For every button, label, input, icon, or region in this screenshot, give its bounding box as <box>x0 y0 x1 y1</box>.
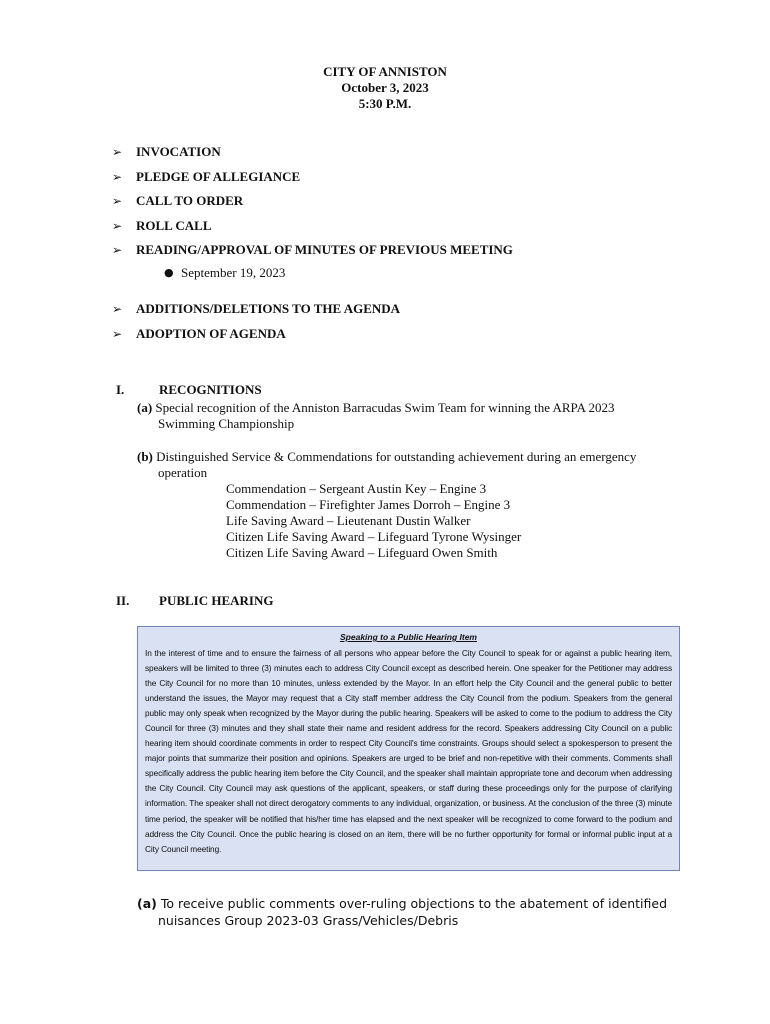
arrow-bullet-icon: ➢ <box>112 194 123 209</box>
recognition-item-b: (b) Distinguished Service & Commendations for outstanding achievement during an emergency operation <box>137 449 637 480</box>
agenda-item-call-to-order: ➢ CALL TO ORDER <box>112 193 244 209</box>
agenda-item-additions: ➢ ADDITIONS/DELETIONS TO THE AGENDA <box>112 300 401 316</box>
public-hearing-notice-box <box>137 626 680 871</box>
meeting-time: 5:30 P.M. <box>358 96 412 111</box>
award-line: Commendation – Sergeant Austin Key – Engine 3 <box>226 481 487 496</box>
arrow-bullet-icon: ➢ <box>112 243 123 258</box>
agenda-item-roll-call: ➢ ROLL CALL <box>112 217 212 233</box>
award-line: Citizen Life Saving Award – Lifeguard Owen Smith <box>226 545 498 560</box>
agenda-item-adoption: ➢ ADOPTION OF AGENDA <box>112 325 286 341</box>
notice-body: In the interest of time and to ensure the fairness of all persons who appear before the City Council to speak for or against a public hearing item, speakers will be limited to three (3) minutes each to address City Council except as described herein. One speaker for the Petitioner may address the City Council for no more than 10 minutes, unless extended by the Mayor. In an effort help the City Council and the general public to better understand the issues, the Mayor may request that a City staff member address the City Council from the podium. Speakers from the general public may only speak when recognized by the Mayor during the public hearing. Speakers will be asked to come to the podium to address the City Council for three (3) minutes and they shall state their name and resident address for the record. Speakers addressing City Council on a public hearing item should coordinate comments in order to respect City Council's time constraints. Groups should select a spokesperson to present the major points that summarize their position and opinions. Speakers are urged to be brief and non-repetitive with their comments. Comments shall specifically address the public hearing item before the City Council, and the speaker shall maintain appropriate tone and decorum when addressing the City Council. City Council may ask questions of the applicant, speakers, or staff during these proceedings only for the purpose of clarifying information. The speaker shall not direct derogatory comments to any individual, organization, or business. At the conclusion of the three (3) minute time period, the speaker will be notified that his/her time has elapsed and the next speaker will be recognized to come forward to the podium and address the City Council. Once the public hearing is closed on an item, there will be no further opportunity for formal or informal public input at a City Council meeting. <box>145 648 672 854</box>
public-hearing-item-a: (a) To receive public comments over-ruling objections to the abatement of identified nuisances Group 2023-03 Grass/Vehicles/Debris <box>137 896 668 928</box>
arrow-bullet-icon: ➢ <box>112 301 123 316</box>
award-line: Citizen Life Saving Award – Lifeguard Tyrone Wysinger <box>226 529 522 544</box>
document-header <box>0 64 770 112</box>
meeting-date: October 3, 2023 <box>341 80 429 95</box>
award-line: Commendation – Firefighter James Dorroh – Engine 3 <box>226 497 511 512</box>
agenda-item-invocation: ➢ INVOCATION <box>112 144 221 159</box>
section-recognitions-heading: I. RECOGNITIONS <box>116 382 262 397</box>
arrow-bullet-icon: ➢ <box>112 218 123 233</box>
opening-agenda-list <box>112 144 513 350</box>
arrow-bullet-icon: ➢ <box>112 169 123 184</box>
agenda-item-pledge: ➢ PLEDGE OF ALLEGIANCE <box>112 168 301 184</box>
agenda-item-minutes: ➢ READING/APPROVAL OF MINUTES OF PREVIOUS MEETING <box>112 242 513 258</box>
arrow-bullet-icon: ➢ <box>112 326 123 341</box>
arrow-bullet-icon: ➢ <box>112 145 123 159</box>
recognition-item-a: (a) Special recognition of the Anniston Barracudas Swim Team for winning the ARPA 2023 Swimming Championship <box>137 400 615 431</box>
notice-title: Speaking to a Public Hearing Item <box>340 632 477 642</box>
city-name: CITY OF ANNISTON <box>323 64 447 79</box>
minutes-date-item: ● September 19, 2023 <box>164 264 286 280</box>
dot-bullet-icon: ● <box>164 265 174 279</box>
section-public-hearing-heading: II. PUBLIC HEARING <box>116 593 274 608</box>
awards-list <box>226 481 521 561</box>
award-line: Life Saving Award – Lieutenant Dustin Walker <box>226 513 471 528</box>
